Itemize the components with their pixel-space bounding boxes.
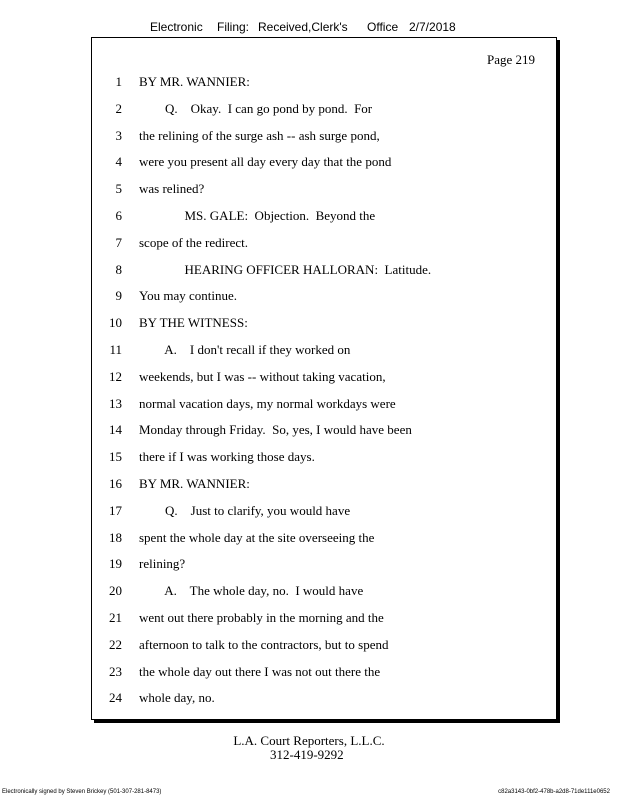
line-text: Monday through Friday. So, yes, I would have been <box>139 422 412 438</box>
transcript-line <box>92 503 556 520</box>
document-hash: c82a3143-0bf2-478b-a2d8-71de111e0652 <box>498 789 610 795</box>
transcript-line <box>92 449 556 466</box>
line-text: BY MR. WANNIER: <box>139 74 250 89</box>
line-text: You may continue. <box>139 288 237 304</box>
line-text: were you present all day every day that the pond <box>139 154 392 170</box>
line-text: A. The whole day, no. I would have <box>139 583 364 599</box>
electronic-signature: Electronically signed by Steven Brickey (501-307-281-8473) <box>2 789 162 795</box>
line-number: 4 <box>115 154 122 170</box>
line-number: 20 <box>109 583 122 599</box>
line-number: 8 <box>115 261 122 277</box>
line-text: relining? <box>139 556 186 572</box>
transcript-line <box>92 128 556 145</box>
line-text: A. I don't recall if they worked on <box>139 342 351 357</box>
transcript-line <box>92 154 556 171</box>
transcript-line <box>92 235 556 252</box>
line-text: Q. Just to clarify, you would have <box>139 502 351 518</box>
line-text: went out there probably in the morning and the <box>139 610 384 625</box>
line-text: normal vacation days, my normal workdays were <box>139 395 396 411</box>
line-number: 9 <box>115 288 122 304</box>
line-text: afternoon to talk to the contractors, but to spend <box>139 636 389 652</box>
header-word-received: Received,Clerk's <box>258 20 348 34</box>
line-text: was relined? <box>139 181 205 197</box>
transcript-line <box>92 369 556 386</box>
line-number: 10 <box>109 315 122 331</box>
line-number: 1 <box>115 74 122 89</box>
transcript-line <box>92 101 556 118</box>
line-text: the relining of the surge ash -- ash surge pond, <box>139 127 380 143</box>
line-text: HEARING OFFICER HALLORAN: Latitude. <box>139 261 432 277</box>
transcript-line <box>92 583 556 600</box>
transcript-line <box>92 422 556 439</box>
line-number: 15 <box>109 449 122 465</box>
line-text: Q. Okay. I can go pond by pond. For <box>139 100 373 116</box>
line-number: 21 <box>109 610 122 625</box>
transcript-line <box>92 315 556 332</box>
line-number: 2 <box>115 100 122 116</box>
line-number: 5 <box>115 181 122 197</box>
transcript-line <box>92 556 556 573</box>
page-number: Page 219 <box>486 52 535 67</box>
transcript-line <box>92 262 556 279</box>
transcript-line <box>92 476 556 493</box>
line-number: 6 <box>115 208 122 223</box>
line-text: BY THE WITNESS: <box>139 315 248 331</box>
line-text: weekends, but I was -- without taking vacation, <box>139 368 386 384</box>
header-word-filing: Filing: <box>217 20 250 34</box>
line-number: 19 <box>109 556 122 572</box>
line-number: 14 <box>109 422 122 438</box>
line-text: the whole day out there I was not out there the <box>139 663 381 679</box>
line-text: spent the whole day at the site overseeing the <box>139 529 375 545</box>
footer-company: L.A. Court Reporters, L.L.C. <box>233 733 385 748</box>
transcript-page <box>91 37 557 720</box>
header-word-electronic: Electronic <box>150 20 203 34</box>
line-number: 17 <box>109 502 122 518</box>
line-number: 24 <box>109 690 122 706</box>
header-date: 2/7/2018 <box>409 20 456 34</box>
line-number: 7 <box>115 234 122 250</box>
transcript-line <box>92 74 556 91</box>
line-text: whole day, no. <box>139 690 215 706</box>
transcript-line <box>92 610 556 627</box>
line-text: scope of the redirect. <box>139 234 249 250</box>
line-number: 16 <box>109 476 122 491</box>
line-number: 12 <box>109 368 122 384</box>
header-word-office: Office <box>367 20 399 34</box>
transcript-line <box>92 396 556 413</box>
transcript-line <box>92 208 556 225</box>
line-number: 22 <box>109 636 122 652</box>
transcript-line <box>92 637 556 654</box>
transcript-line <box>92 342 556 359</box>
footer-phone: 312-419-9292 <box>270 747 344 762</box>
line-number: 23 <box>109 663 122 679</box>
line-text: BY MR. WANNIER: <box>139 476 250 491</box>
transcript-line <box>92 288 556 305</box>
line-text: there if I was working those days. <box>139 449 315 465</box>
transcript-line <box>92 181 556 198</box>
transcript-line <box>92 664 556 681</box>
line-number: 18 <box>109 529 122 545</box>
line-number: 13 <box>109 395 122 411</box>
transcript-line <box>92 690 556 707</box>
transcript-line <box>92 530 556 547</box>
line-number: 3 <box>115 127 122 143</box>
line-number: 11 <box>109 342 122 357</box>
line-text: MS. GALE: Objection. Beyond the <box>139 208 376 223</box>
